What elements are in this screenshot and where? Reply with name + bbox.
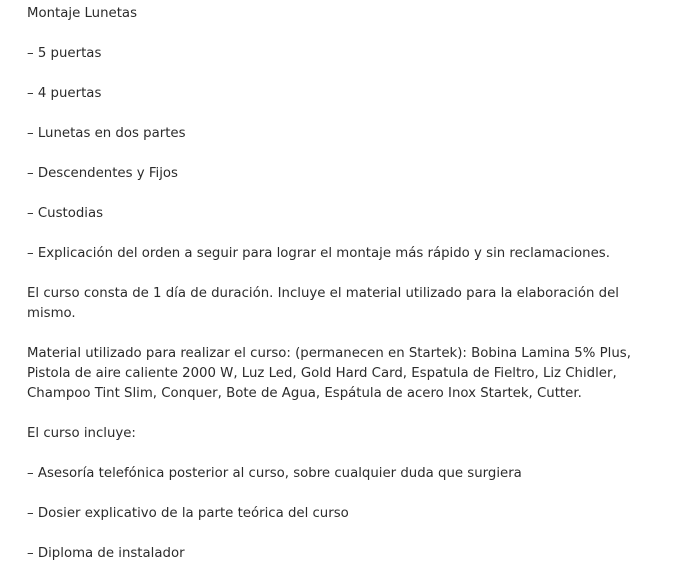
list-item: – Lunetas en dos partes xyxy=(27,126,186,141)
section-title: Montaje Lunetas xyxy=(27,6,137,21)
list-item: – 4 puertas xyxy=(27,86,102,101)
list-item: – 5 puertas xyxy=(27,46,102,61)
list-item: – Custodias xyxy=(27,206,104,221)
materials-paragraph: Material utilizado para realizar el curso: (permanecen en Startek): Bobina Lamina 5% Plus, Pistola de aire caliente 2000 W, Luz Led, Gold Hard Card, Espatula de Fieltro, Liz Chidler, Champoo Tint Slim, Conquer, Bote de Agua, Espátula de acero Inox Startek, Cutter. xyxy=(27,346,631,401)
list-item: – Diploma de instalador xyxy=(27,546,185,561)
duration-paragraph: El curso consta de 1 día de duración. Incluye el material utilizado para la elaboración del mismo. xyxy=(27,286,619,321)
list-item: – Descendentes y Fijos xyxy=(27,166,178,181)
list-item: – Explicación del orden a seguir para lograr el montaje más rápido y sin reclamaciones. xyxy=(27,246,610,261)
includes-heading: El curso incluye: xyxy=(27,426,136,441)
list-item: – Asesoría telefónica posterior al curso, sobre cualquier duda que surgiera xyxy=(27,466,522,481)
list-item: – Dosier explicativo de la parte teórica del curso xyxy=(27,506,349,521)
